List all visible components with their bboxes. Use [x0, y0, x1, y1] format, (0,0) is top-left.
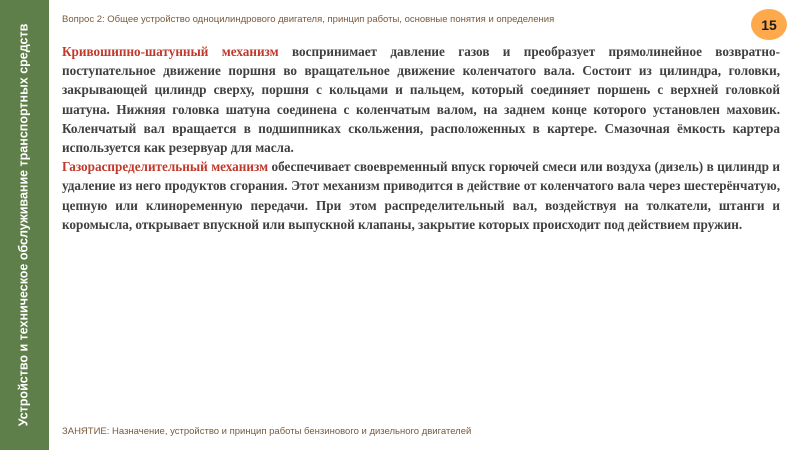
- paragraph-text: обеспечивает своевременный впуск горючей смеси или воздуха (дизель) в цилиндр и удаление из него продуктов сгорания. Этот механизм приводится в действие от коленчатого вала через шестерёнчатую, цепную или клиноременную передачи. При этом распределительный вал, воздействуя на толкатели, штанги и коромысла, открывает впускной или выпускной клапаны, закрытие которых происходит под действием пружин.: [62, 159, 780, 232]
- slide-footer: ЗАНЯТИЕ: Назначение, устройство и принцип работы бензинового и дизельного двигателей: [62, 426, 472, 437]
- term-timing-mechanism: Газораспределительный механизм: [62, 159, 269, 175]
- paragraph-timing-mechanism: [62, 157, 780, 234]
- paragraph-text: воспринимает давление газов и преобразует прямолинейное возвратно-поступательное движение поршня во вращательное движение коленчатого вала. Состоит из цилиндра, головки, закрывающей цилиндр сверху, поршня с кольцами и пальцем, который соединяет поршень с верхней головкой шатуна. Нижняя головка шатуна соединена с коленчатым валом, на заднем конце которого установлен маховик. Коленчатый вал вращается в подшипниках скольжения, расположенных в картере. Смазочная ёмкость картера используется как резервуар для масла.: [62, 44, 780, 156]
- slide-header: Вопрос 2: Общее устройство одноцилиндрового двигателя, принцип работы, основные понятия и определения: [62, 14, 555, 25]
- sidebar: [0, 0, 49, 450]
- slide-content: [62, 42, 780, 234]
- page-number-badge: 15: [751, 9, 787, 40]
- paragraph-crank-mechanism: [62, 42, 780, 157]
- term-crank-mechanism: Кривошипно-шатунный механизм: [62, 44, 279, 59]
- sidebar-title: Устройство и техническое обслуживание транспортных средств: [16, 23, 31, 427]
